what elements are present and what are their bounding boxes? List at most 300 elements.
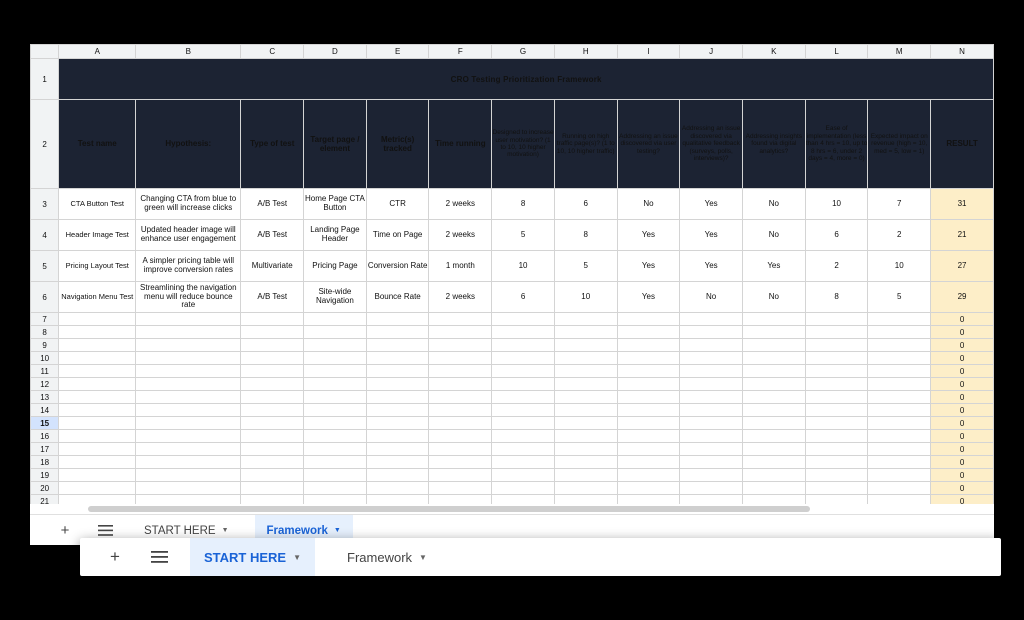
row-number-selected[interactable]: 15 bbox=[31, 417, 59, 430]
cell-ease[interactable]: 10 bbox=[805, 189, 868, 220]
cell-empty[interactable] bbox=[554, 313, 617, 326]
row-number[interactable]: 16 bbox=[31, 430, 59, 443]
cell-empty[interactable] bbox=[304, 430, 367, 443]
cell-empty[interactable] bbox=[241, 482, 304, 495]
cell-empty[interactable] bbox=[59, 469, 136, 482]
cell-motivation[interactable]: 5 bbox=[492, 220, 555, 251]
cell-empty[interactable] bbox=[680, 378, 743, 391]
chevron-down-icon[interactable]: ▼ bbox=[293, 552, 302, 562]
cell-empty[interactable] bbox=[136, 443, 241, 456]
cell-result[interactable]: 0 bbox=[931, 495, 994, 505]
table-row[interactable] bbox=[31, 220, 994, 251]
cell-empty[interactable] bbox=[805, 313, 868, 326]
cell-empty[interactable] bbox=[743, 352, 806, 365]
cell-empty[interactable] bbox=[554, 404, 617, 417]
column-header-i[interactable]: I bbox=[617, 45, 680, 59]
cell-empty[interactable] bbox=[59, 378, 136, 391]
cell-empty[interactable] bbox=[492, 339, 555, 352]
cell-result[interactable]: 31 bbox=[931, 189, 994, 220]
cell-empty[interactable] bbox=[805, 391, 868, 404]
cell-empty[interactable] bbox=[241, 313, 304, 326]
cell-empty[interactable] bbox=[304, 378, 367, 391]
cell-empty[interactable] bbox=[366, 378, 429, 391]
column-header-f[interactable]: F bbox=[429, 45, 492, 59]
cell-impact[interactable]: 7 bbox=[868, 189, 931, 220]
cell-empty[interactable] bbox=[680, 313, 743, 326]
cell-time-running[interactable]: 2 weeks bbox=[429, 189, 492, 220]
column-header-h[interactable]: H bbox=[554, 45, 617, 59]
cell-empty[interactable] bbox=[492, 469, 555, 482]
cell-empty[interactable] bbox=[868, 495, 931, 505]
cell-ease[interactable]: 6 bbox=[805, 220, 868, 251]
cell-empty[interactable] bbox=[136, 326, 241, 339]
cell-empty[interactable] bbox=[680, 456, 743, 469]
cell-type-of-test[interactable]: A/B Test bbox=[241, 220, 304, 251]
table-row[interactable] bbox=[31, 443, 994, 456]
cell-impact[interactable]: 2 bbox=[868, 220, 931, 251]
cell-empty[interactable] bbox=[59, 352, 136, 365]
cell-empty[interactable] bbox=[554, 443, 617, 456]
cell-empty[interactable] bbox=[366, 495, 429, 505]
cell-metrics[interactable]: CTR bbox=[366, 189, 429, 220]
cell-empty[interactable] bbox=[366, 339, 429, 352]
cell-result[interactable]: 0 bbox=[931, 326, 994, 339]
cell-empty[interactable] bbox=[304, 352, 367, 365]
row-number[interactable]: 19 bbox=[31, 469, 59, 482]
table-row[interactable] bbox=[31, 456, 994, 469]
cell-empty[interactable] bbox=[492, 456, 555, 469]
cell-empty[interactable] bbox=[743, 482, 806, 495]
cell-target-page[interactable]: Site-wide Navigation bbox=[304, 282, 367, 313]
table-row[interactable] bbox=[31, 469, 994, 482]
cell-traffic[interactable]: 5 bbox=[554, 251, 617, 282]
cell-empty[interactable] bbox=[680, 469, 743, 482]
cell-empty[interactable] bbox=[868, 378, 931, 391]
row-number[interactable]: 8 bbox=[31, 326, 59, 339]
cell-empty[interactable] bbox=[241, 365, 304, 378]
cell-empty[interactable] bbox=[59, 391, 136, 404]
cell-empty[interactable] bbox=[617, 378, 680, 391]
cell-empty[interactable] bbox=[492, 495, 555, 505]
cell-empty[interactable] bbox=[805, 404, 868, 417]
cell-empty[interactable] bbox=[868, 352, 931, 365]
cell-empty[interactable] bbox=[492, 352, 555, 365]
row-number[interactable]: 13 bbox=[31, 391, 59, 404]
cell-empty[interactable] bbox=[366, 469, 429, 482]
table-row[interactable] bbox=[31, 495, 994, 505]
cell-test-name[interactable]: Header Image Test bbox=[59, 220, 136, 251]
column-header-j[interactable]: J bbox=[680, 45, 743, 59]
cell-empty[interactable] bbox=[304, 404, 367, 417]
column-header-d[interactable]: D bbox=[304, 45, 367, 59]
cell-empty[interactable] bbox=[304, 469, 367, 482]
cell-empty[interactable] bbox=[805, 469, 868, 482]
cell-empty[interactable] bbox=[304, 495, 367, 505]
cell-motivation[interactable]: 6 bbox=[492, 282, 555, 313]
cell-empty[interactable] bbox=[136, 417, 241, 430]
row-number-2[interactable]: 2 bbox=[31, 100, 59, 189]
cell-empty[interactable] bbox=[868, 469, 931, 482]
table-row[interactable] bbox=[31, 365, 994, 378]
cell-empty[interactable] bbox=[805, 378, 868, 391]
row-number[interactable]: 5 bbox=[31, 251, 59, 282]
cell-empty[interactable] bbox=[492, 365, 555, 378]
cell-type-of-test[interactable]: A/B Test bbox=[241, 282, 304, 313]
cell-empty[interactable] bbox=[617, 417, 680, 430]
cell-qualitative[interactable]: Yes bbox=[680, 189, 743, 220]
cell-empty[interactable] bbox=[617, 443, 680, 456]
cell-empty[interactable] bbox=[617, 469, 680, 482]
cell-empty[interactable] bbox=[241, 469, 304, 482]
cell-test-name[interactable]: Navigation Menu Test bbox=[59, 282, 136, 313]
cell-empty[interactable] bbox=[743, 391, 806, 404]
cell-empty[interactable] bbox=[680, 352, 743, 365]
cell-empty[interactable] bbox=[366, 417, 429, 430]
cell-empty[interactable] bbox=[492, 378, 555, 391]
cell-target-page[interactable]: Home Page CTA Button bbox=[304, 189, 367, 220]
row-number[interactable]: 17 bbox=[31, 443, 59, 456]
cell-empty[interactable] bbox=[492, 391, 555, 404]
cell-result[interactable]: 0 bbox=[931, 430, 994, 443]
cell-result[interactable]: 0 bbox=[931, 391, 994, 404]
cell-empty[interactable] bbox=[241, 417, 304, 430]
cell-empty[interactable] bbox=[743, 313, 806, 326]
cell-empty[interactable] bbox=[868, 339, 931, 352]
table-row[interactable] bbox=[31, 339, 994, 352]
row-number[interactable]: 9 bbox=[31, 339, 59, 352]
cell-empty[interactable] bbox=[136, 365, 241, 378]
cell-empty[interactable] bbox=[136, 482, 241, 495]
column-header-b[interactable]: B bbox=[136, 45, 241, 59]
row-number[interactable]: 10 bbox=[31, 352, 59, 365]
cell-type-of-test[interactable]: A/B Test bbox=[241, 189, 304, 220]
cell-target-page[interactable]: Pricing Page bbox=[304, 251, 367, 282]
cell-analytics[interactable]: No bbox=[743, 189, 806, 220]
table-row[interactable] bbox=[31, 282, 994, 313]
cell-empty[interactable] bbox=[554, 430, 617, 443]
cell-empty[interactable] bbox=[554, 339, 617, 352]
cell-empty[interactable] bbox=[743, 417, 806, 430]
cell-empty[interactable] bbox=[366, 352, 429, 365]
cell-result[interactable]: 0 bbox=[931, 352, 994, 365]
table-row[interactable] bbox=[31, 378, 994, 391]
cell-empty[interactable] bbox=[805, 443, 868, 456]
cell-empty[interactable] bbox=[805, 495, 868, 505]
cell-empty[interactable] bbox=[59, 430, 136, 443]
add-sheet-button[interactable]: + bbox=[60, 522, 70, 539]
cell-traffic[interactable]: 8 bbox=[554, 220, 617, 251]
cell-empty[interactable] bbox=[366, 326, 429, 339]
cell-empty[interactable] bbox=[868, 404, 931, 417]
cell-empty[interactable] bbox=[241, 352, 304, 365]
cell-empty[interactable] bbox=[241, 456, 304, 469]
cell-empty[interactable] bbox=[617, 352, 680, 365]
cell-target-page[interactable]: Landing Page Header bbox=[304, 220, 367, 251]
cell-empty[interactable] bbox=[136, 404, 241, 417]
cell-empty[interactable] bbox=[680, 430, 743, 443]
cell-empty[interactable] bbox=[554, 482, 617, 495]
cell-empty[interactable] bbox=[805, 365, 868, 378]
cell-empty[interactable] bbox=[366, 404, 429, 417]
cell-empty[interactable] bbox=[743, 495, 806, 505]
cell-result[interactable]: 29 bbox=[931, 282, 994, 313]
cell-empty[interactable] bbox=[304, 391, 367, 404]
cell-empty[interactable] bbox=[617, 456, 680, 469]
cell-empty[interactable] bbox=[304, 417, 367, 430]
cell-empty[interactable] bbox=[429, 339, 492, 352]
cell-empty[interactable] bbox=[429, 469, 492, 482]
horizontal-scrollbar[interactable] bbox=[30, 504, 994, 514]
cell-hypothesis[interactable]: Updated header image will enhance user engagement bbox=[136, 220, 241, 251]
cell-empty[interactable] bbox=[680, 495, 743, 505]
cell-empty[interactable] bbox=[617, 313, 680, 326]
cell-time-running[interactable]: 2 weeks bbox=[429, 282, 492, 313]
cell-empty[interactable] bbox=[743, 326, 806, 339]
cell-test-name[interactable]: Pricing Layout Test bbox=[59, 251, 136, 282]
column-header-e[interactable]: E bbox=[366, 45, 429, 59]
cell-ease[interactable]: 8 bbox=[805, 282, 868, 313]
cell-empty[interactable] bbox=[743, 430, 806, 443]
cell-result[interactable]: 0 bbox=[931, 339, 994, 352]
chevron-down-icon[interactable]: ▼ bbox=[333, 527, 341, 534]
cell-impact[interactable]: 10 bbox=[868, 251, 931, 282]
cell-empty[interactable] bbox=[805, 430, 868, 443]
cell-empty[interactable] bbox=[429, 495, 492, 505]
cell-empty[interactable] bbox=[136, 469, 241, 482]
row-number[interactable]: 14 bbox=[31, 404, 59, 417]
row-number[interactable]: 6 bbox=[31, 282, 59, 313]
cell-result[interactable]: 0 bbox=[931, 378, 994, 391]
cell-analytics[interactable]: Yes bbox=[743, 251, 806, 282]
cell-result[interactable]: 0 bbox=[931, 456, 994, 469]
row-number[interactable]: 18 bbox=[31, 456, 59, 469]
cell-empty[interactable] bbox=[59, 365, 136, 378]
cell-empty[interactable] bbox=[304, 456, 367, 469]
cell-empty[interactable] bbox=[554, 469, 617, 482]
horizontal-scrollbar-thumb[interactable] bbox=[88, 506, 810, 512]
cell-user-testing[interactable]: Yes bbox=[617, 282, 680, 313]
cell-empty[interactable] bbox=[743, 456, 806, 469]
cell-hypothesis[interactable]: Streamlining the navigation menu will reduce bounce rate bbox=[136, 282, 241, 313]
cell-empty[interactable] bbox=[59, 482, 136, 495]
all-sheets-icon[interactable] bbox=[146, 546, 172, 568]
cell-empty[interactable] bbox=[680, 482, 743, 495]
select-all-corner[interactable] bbox=[31, 45, 59, 59]
cell-empty[interactable] bbox=[429, 430, 492, 443]
column-header-k[interactable]: K bbox=[743, 45, 806, 59]
cell-empty[interactable] bbox=[617, 339, 680, 352]
chevron-down-icon[interactable]: ▼ bbox=[221, 527, 229, 534]
cell-empty[interactable] bbox=[492, 313, 555, 326]
cell-empty[interactable] bbox=[617, 430, 680, 443]
cell-empty[interactable] bbox=[492, 404, 555, 417]
cell-empty[interactable] bbox=[429, 456, 492, 469]
cell-empty[interactable] bbox=[680, 326, 743, 339]
row-number[interactable]: 12 bbox=[31, 378, 59, 391]
cell-result[interactable]: 0 bbox=[931, 417, 994, 430]
row-number[interactable]: 4 bbox=[31, 220, 59, 251]
cell-empty[interactable] bbox=[868, 456, 931, 469]
cell-empty[interactable] bbox=[304, 482, 367, 495]
cell-result[interactable]: 0 bbox=[931, 482, 994, 495]
cell-hypothesis[interactable]: Changing CTA from blue to green will increase clicks bbox=[136, 189, 241, 220]
cell-empty[interactable] bbox=[304, 365, 367, 378]
cell-empty[interactable] bbox=[492, 482, 555, 495]
cell-empty[interactable] bbox=[304, 313, 367, 326]
column-header-l[interactable]: L bbox=[805, 45, 868, 59]
cell-empty[interactable] bbox=[868, 417, 931, 430]
column-header-c[interactable]: C bbox=[241, 45, 304, 59]
cell-empty[interactable] bbox=[617, 495, 680, 505]
cell-empty[interactable] bbox=[554, 417, 617, 430]
cell-empty[interactable] bbox=[805, 456, 868, 469]
cell-qualitative[interactable]: No bbox=[680, 282, 743, 313]
cell-test-name[interactable]: CTA Button Test bbox=[59, 189, 136, 220]
cell-empty[interactable] bbox=[429, 391, 492, 404]
cell-empty[interactable] bbox=[868, 365, 931, 378]
cell-empty[interactable] bbox=[59, 417, 136, 430]
cell-result[interactable]: 27 bbox=[931, 251, 994, 282]
row-number[interactable]: 11 bbox=[31, 365, 59, 378]
cell-analytics[interactable]: No bbox=[743, 282, 806, 313]
table-row[interactable] bbox=[31, 251, 994, 282]
column-header-g[interactable]: G bbox=[492, 45, 555, 59]
cell-empty[interactable] bbox=[492, 417, 555, 430]
cell-empty[interactable] bbox=[241, 495, 304, 505]
table-row[interactable] bbox=[31, 189, 994, 220]
row-number[interactable]: 3 bbox=[31, 189, 59, 220]
cell-empty[interactable] bbox=[59, 339, 136, 352]
cell-empty[interactable] bbox=[554, 352, 617, 365]
cell-motivation[interactable]: 8 bbox=[492, 189, 555, 220]
cell-result[interactable]: 0 bbox=[931, 404, 994, 417]
cell-type-of-test[interactable]: Multivariate bbox=[241, 251, 304, 282]
row-number-1[interactable]: 1 bbox=[31, 59, 59, 100]
cell-empty[interactable] bbox=[617, 404, 680, 417]
cell-empty[interactable] bbox=[429, 313, 492, 326]
cell-metrics[interactable]: Bounce Rate bbox=[366, 282, 429, 313]
row-number[interactable]: 20 bbox=[31, 482, 59, 495]
cell-empty[interactable] bbox=[743, 365, 806, 378]
cell-result[interactable]: 0 bbox=[931, 365, 994, 378]
cell-empty[interactable] bbox=[241, 430, 304, 443]
cell-user-testing[interactable]: Yes bbox=[617, 220, 680, 251]
cell-empty[interactable] bbox=[680, 339, 743, 352]
cell-empty[interactable] bbox=[304, 339, 367, 352]
cell-empty[interactable] bbox=[743, 443, 806, 456]
cell-result[interactable]: 0 bbox=[931, 443, 994, 456]
cell-empty[interactable] bbox=[868, 443, 931, 456]
cell-result[interactable]: 0 bbox=[931, 313, 994, 326]
cell-empty[interactable] bbox=[429, 417, 492, 430]
cell-empty[interactable] bbox=[241, 326, 304, 339]
table-row[interactable] bbox=[31, 482, 994, 495]
cell-empty[interactable] bbox=[868, 482, 931, 495]
cell-empty[interactable] bbox=[366, 443, 429, 456]
cell-user-testing[interactable]: No bbox=[617, 189, 680, 220]
cell-empty[interactable] bbox=[868, 313, 931, 326]
cell-empty[interactable] bbox=[366, 365, 429, 378]
cell-empty[interactable] bbox=[680, 365, 743, 378]
cell-empty[interactable] bbox=[492, 443, 555, 456]
table-row[interactable] bbox=[31, 326, 994, 339]
cell-empty[interactable] bbox=[868, 326, 931, 339]
column-header-m[interactable]: M bbox=[868, 45, 931, 59]
cell-hypothesis[interactable]: A simpler pricing table will improve conversion rates bbox=[136, 251, 241, 282]
cell-time-running[interactable]: 2 weeks bbox=[429, 220, 492, 251]
cell-empty[interactable] bbox=[554, 495, 617, 505]
cell-empty[interactable] bbox=[554, 456, 617, 469]
add-sheet-button[interactable]: + bbox=[110, 547, 120, 566]
table-row[interactable] bbox=[31, 417, 994, 430]
cell-empty[interactable] bbox=[59, 326, 136, 339]
table-row[interactable] bbox=[31, 313, 994, 326]
row-number[interactable]: 7 bbox=[31, 313, 59, 326]
cell-time-running[interactable]: 1 month bbox=[429, 251, 492, 282]
cell-metrics[interactable]: Time on Page bbox=[366, 220, 429, 251]
cell-metrics[interactable]: Conversion Rate bbox=[366, 251, 429, 282]
sheet-tab-start-here[interactable] bbox=[190, 538, 315, 576]
cell-empty[interactable] bbox=[136, 391, 241, 404]
cell-empty[interactable] bbox=[59, 495, 136, 505]
cell-empty[interactable] bbox=[492, 326, 555, 339]
cell-empty[interactable] bbox=[59, 456, 136, 469]
cell-ease[interactable]: 2 bbox=[805, 251, 868, 282]
cell-empty[interactable] bbox=[366, 430, 429, 443]
cell-empty[interactable] bbox=[868, 391, 931, 404]
cell-empty[interactable] bbox=[680, 417, 743, 430]
cell-empty[interactable] bbox=[554, 326, 617, 339]
cell-empty[interactable] bbox=[241, 404, 304, 417]
cell-empty[interactable] bbox=[680, 391, 743, 404]
cell-empty[interactable] bbox=[617, 391, 680, 404]
cell-empty[interactable] bbox=[617, 482, 680, 495]
cell-traffic[interactable]: 6 bbox=[554, 189, 617, 220]
cell-user-testing[interactable]: Yes bbox=[617, 251, 680, 282]
cell-empty[interactable] bbox=[868, 430, 931, 443]
cell-analytics[interactable]: No bbox=[743, 220, 806, 251]
cell-qualitative[interactable]: Yes bbox=[680, 251, 743, 282]
cell-empty[interactable] bbox=[136, 352, 241, 365]
chevron-down-icon[interactable]: ▼ bbox=[419, 552, 427, 562]
table-row[interactable] bbox=[31, 352, 994, 365]
cell-empty[interactable] bbox=[241, 391, 304, 404]
row-number[interactable]: 21 bbox=[31, 495, 59, 505]
cell-empty[interactable] bbox=[429, 326, 492, 339]
cell-empty[interactable] bbox=[304, 443, 367, 456]
cell-result[interactable]: 0 bbox=[931, 469, 994, 482]
cell-empty[interactable] bbox=[680, 443, 743, 456]
cell-empty[interactable] bbox=[136, 456, 241, 469]
cell-empty[interactable] bbox=[743, 404, 806, 417]
cell-empty[interactable] bbox=[59, 404, 136, 417]
cell-empty[interactable] bbox=[805, 326, 868, 339]
sheet-tab-framework[interactable] bbox=[333, 538, 441, 576]
cell-empty[interactable] bbox=[304, 326, 367, 339]
cell-empty[interactable] bbox=[136, 339, 241, 352]
cell-empty[interactable] bbox=[743, 339, 806, 352]
cell-empty[interactable] bbox=[429, 352, 492, 365]
cell-empty[interactable] bbox=[241, 339, 304, 352]
cell-empty[interactable] bbox=[136, 495, 241, 505]
cell-empty[interactable] bbox=[805, 417, 868, 430]
spreadsheet-grid[interactable] bbox=[30, 44, 994, 504]
table-row[interactable] bbox=[31, 404, 994, 417]
cell-empty[interactable] bbox=[136, 378, 241, 391]
cell-empty[interactable] bbox=[366, 456, 429, 469]
cell-empty[interactable] bbox=[680, 404, 743, 417]
cell-empty[interactable] bbox=[743, 469, 806, 482]
